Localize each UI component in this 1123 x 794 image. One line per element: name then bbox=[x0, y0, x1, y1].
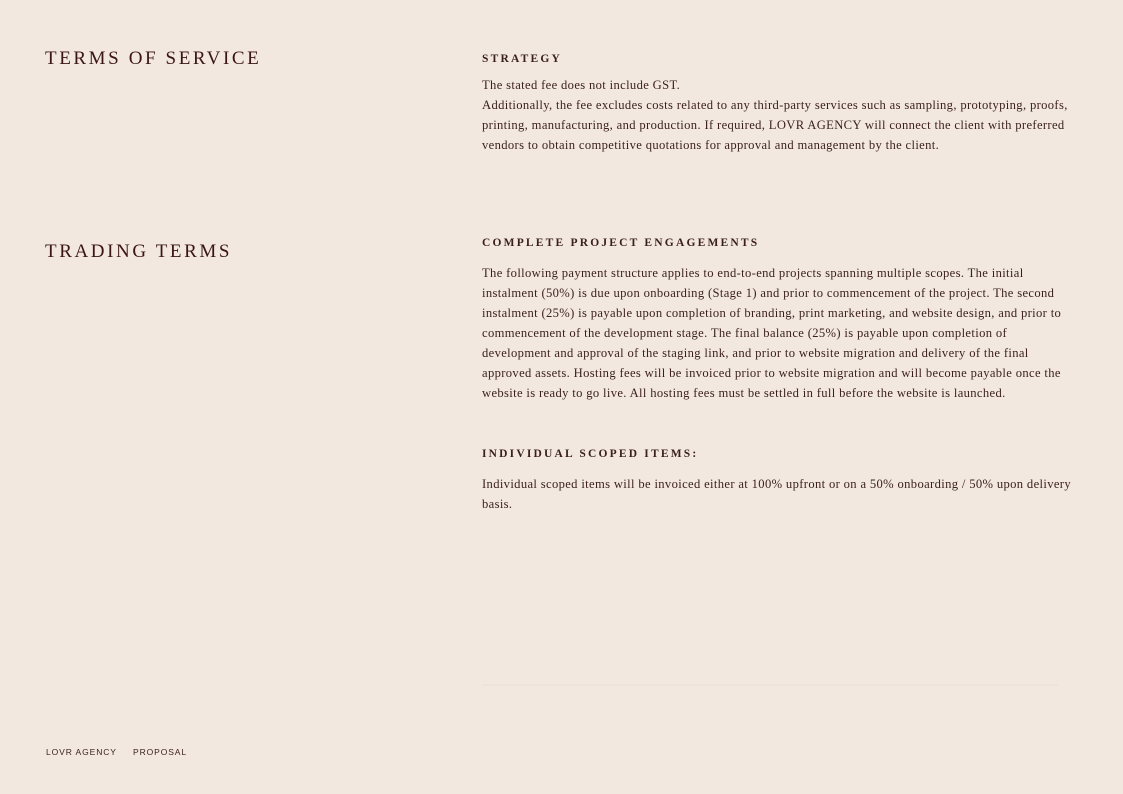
footer-agency-name: LOVR AGENCY bbox=[46, 747, 117, 757]
individual-scoped-body: Individual scoped items will be invoiced either at 100% upfront or on a 50% onboarding / 50% upon delivery basis. bbox=[482, 477, 1071, 511]
complete-project-section bbox=[482, 237, 1072, 403]
individual-scoped-section bbox=[482, 448, 1072, 514]
faint-divider bbox=[482, 684, 1058, 686]
footer-document-label: PROPOSAL bbox=[133, 747, 187, 757]
strategy-gst-note: The stated fee does not include GST. bbox=[482, 78, 681, 92]
trading-terms-title: TRADING TERMS bbox=[45, 241, 233, 262]
terms-of-service-title: TERMS OF SERVICE bbox=[45, 48, 262, 69]
strategy-section bbox=[482, 53, 1072, 155]
complete-project-heading: COMPLETE PROJECT ENGAGEMENTS bbox=[482, 237, 760, 249]
strategy-third-party-note: Additionally, the fee excludes costs related to any third-party services such as sampling, prototyping, proofs, printing, manufacturing, and production. If required, LOVR AGENCY will connect the client with preferred vendors to obtain competitive quotations for approval and management by the client. bbox=[482, 98, 1068, 152]
strategy-heading: STRATEGY bbox=[482, 53, 563, 65]
individual-scoped-heading: INDIVIDUAL SCOPED ITEMS: bbox=[482, 448, 699, 460]
complete-project-body: The following payment structure applies to end-to-end projects spanning multiple scopes. The initial instalment (50%) is due upon onboarding (Stage 1) and prior to commencement of the project. The second instalment (25%) is payable upon completion of branding, print marketing, and website design, and prior to commencement of the development stage. The final balance (25%) is payable upon completion of development and approval of the staging link, and prior to website migration and delivery of the final approved assets. Hosting fees will be invoiced prior to website migration and will become payable once the website is ready to go live. All hosting fees must be settled in full before the website is launched. bbox=[482, 266, 1062, 400]
